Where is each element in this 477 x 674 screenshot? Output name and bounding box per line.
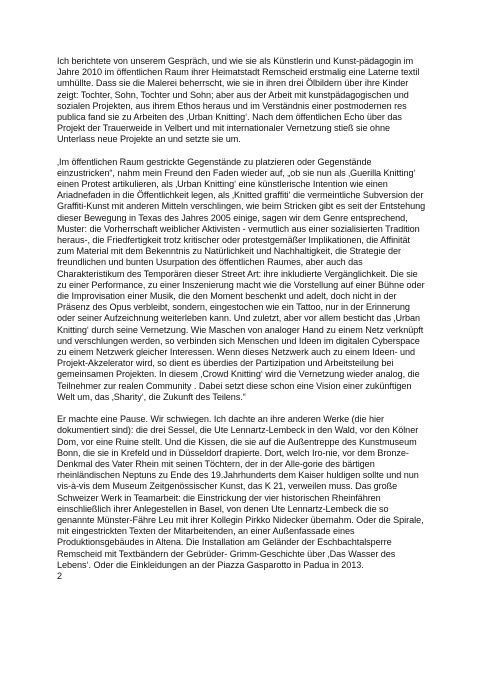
paragraph-1: Ich berichtete von unserem Gespräch, und wie sie als Künstlerin und Kunst-pädagogin im Jahre 2010 im öffentlichen Raum ihrer Heimatstadt Remscheid erstmalig eine Laterne textil umhüllte. Dass sie die Malerei beherrscht, wie sie in ihren drei Ölbildern über ihre Kinder zeigt: Tochter, Sohn, Tochter und Sohn; aber aus der Arbeit mit kunstpädagogischen und sozialen Projekten, aus ihrem Ethos heraus und im Verständnis einer postmodernen res publica fand sie zu Arbeiten des ‚Urban Knitting‘. Nach dem öffentlichen Echo über das Projekt der Trauerweide in Velbert und mit internationaler Vernetzung stieß sie ohne Unterlass neue Projekte an und setzte sie um.	[57, 56, 420, 145]
paragraph-3: Er machte eine Pause. Wir schwiegen. Ich dachte an ihre anderen Werke (die hier dokumentiert sind): die drei Sessel, die Ute Lennartz-Lembeck in den Wald, vor den Kölner Dom, vor eine Ruine stellt. Und die Kissen, die sie auf die Außentreppe des Kunstmuseum Bonn, die sie in Krefeld und in Düsseldorf drapierte. Dort, welch Iro-nie, vor dem Bronze-Denkmal des Vater Rhein mit seinen Töchtern, der in der Alle-gorie des bärtigen rheinländischen Neptuns zu Ende des 19.Jahrhunderts dem Kaiser huldigen sollte und nun vis-à-vis dem Museum Zeitgenössischer Kunst, das K 21, verweilen muss. Das große Schweizer Werk in Teamarbeit: die Einstrickung der vier historischen Rheinfähren einschließlich ihrer Anlegestellen in Basel, von denen Ute Lennartz-Lembeck die so genannte Münster-Fähre Leu mit ihrer Kollegin Pirkko Nidecker übernahm. Oder die Spirale, mit eingestrickten Texten der Mitarbeitenden, an einer Außenfassade eines Produktionsgebäudes in Altena. Die Installation am Geländer der Eschbachtalsperre Remscheid mit Textbändern der Gebrüder- Grimm-Geschichte über ‚Das Wasser des Lebens‘. Oder die Einkleidungen an der Piazza Gasparotto in Padua in 2013.	[57, 414, 424, 570]
paragraph-2: ‚Im öffentlichen Raum gestrickte Gegenstände zu platzieren oder Gegenstände einzustricken“, nahm mein Freund den Faden wieder auf, „ob sie nun als ‚Guerilla Knitting‘ einen Protest artikulieren, als ‚Urban Knitting‘ eine künstlerische Intention wie einen Ariadnefaden in die Öffentlichkeit legen, als ‚Knitted graffiti‘ die vermeintliche Subversion der Graffiti-Kunst mit anderen Mitteln verschlingen, wie beim Stricken gibt es seit der Entstehung dieser Bewegung in Texas des Jahres 2005 einige, sagen wir dem Genre entsprechend, Muster: die Vorherrschaft weiblicher Aktivisten - vermutlich aus einer sozialisierten Tradition heraus-, die Friedfertigkeit trotz kritischer oder protestgemäßer Implikationen, die Affinität zum Material mit dem Bekenntnis zu Natürlichkeit und Nachhaltigkeit, die Strategie der freundlichen und bunten Usurpation des öffentlichen Raumes, aber auch das Charakteristikum des Temporären dieser Street Art: ihre inkludierte Vergänglichkeit. Die sie zu einer Performance, zu einer Inszenierung macht wie die Vorstellung auf einer Bühne oder die Improvisation einer Musik, die den Moment beschenkt und adelt, doch nicht in der Präsenz des Opus verbleibt, sondern, eingestochen wie ein Tattoo, nur in der Erinnerung oder seiner Aufzeichnung weiterleben kann. Und zuletzt, aber vor allem besticht das ‚Urban Knitting‘ durch seine Vernetzung. Wie Maschen von analoger Hand zu einem Netz verknüpft und verschlungen werden, so verbinden sich Menschen und Ideen im digitalen Cyberspace zu einem Netzwerk gleicher Interessen. Wenn dieses Netzwerk auch zu einem Ideen- und Projekt-Akzelerator wird, so dient es überdies der Partizipation und Arbeitsteilung bei gemeinsamen Projekten. In diesem ‚Crowd Knitting‘ wird die Vernetzung wieder analog, die Teilnehmer zur realen Community . Dabei setzt diese schon eine Vision einer zukünftigen Welt um, das ‚Sharity‘, die Zukunft des Teilens.“	[57, 156, 426, 402]
page-number: 2	[57, 570, 63, 581]
body-text	[57, 56, 426, 582]
